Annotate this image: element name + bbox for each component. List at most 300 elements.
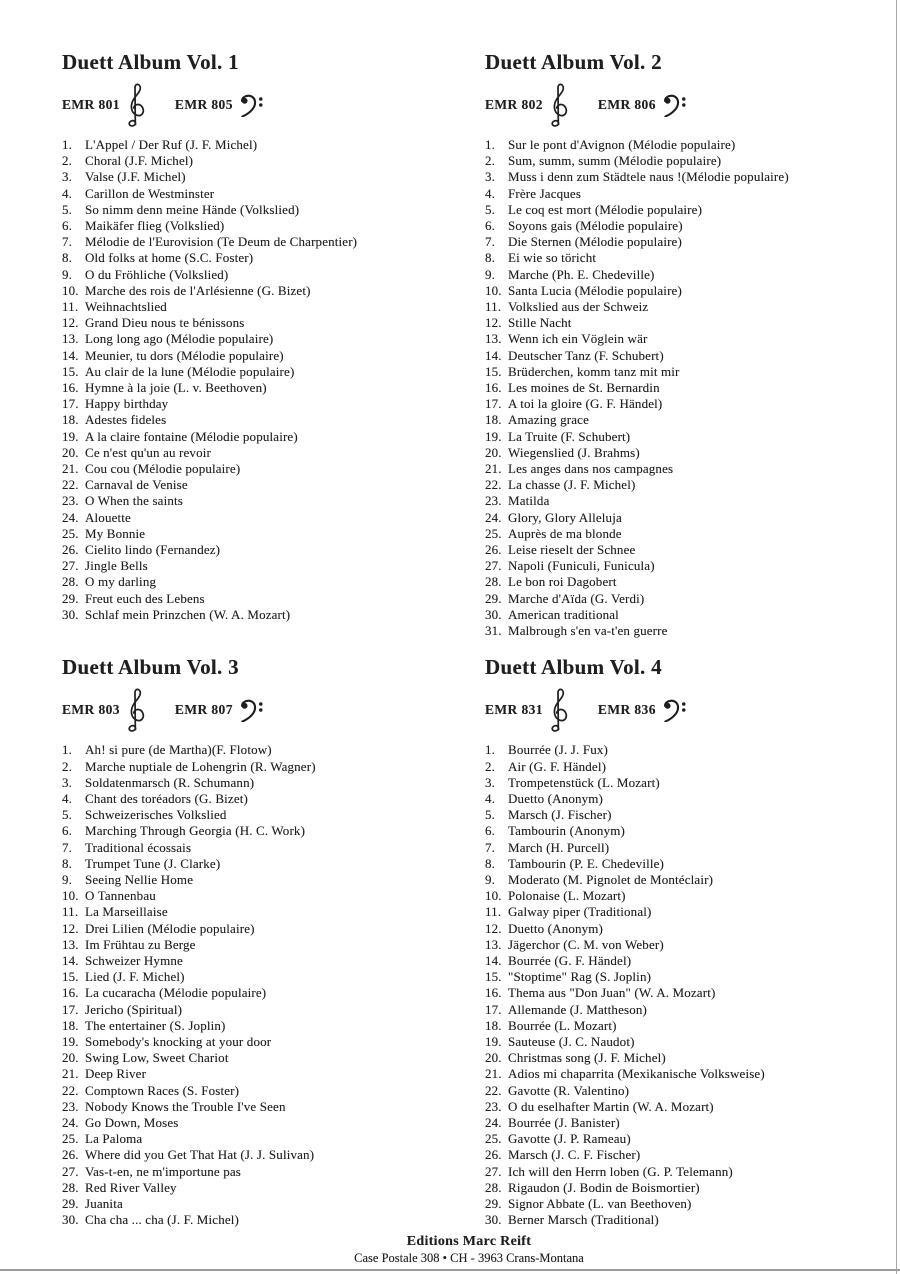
- song-item: [62, 888, 485, 904]
- song-number: 8.: [485, 250, 496, 266]
- song-title: Allemande (J. Mattheson): [508, 1001, 647, 1017]
- song-item: [62, 953, 485, 969]
- song-number: 4.: [485, 790, 496, 806]
- song-number: 9.: [485, 266, 496, 282]
- song-number: 20.: [62, 444, 79, 460]
- song-number: 13.: [485, 331, 502, 347]
- song-number: 10.: [485, 888, 502, 904]
- treble-clef-icon: [548, 687, 568, 733]
- song-number: 14.: [485, 347, 502, 363]
- song-item: [62, 1050, 485, 1066]
- song-item: [62, 412, 485, 428]
- song-number: 25.: [62, 525, 79, 541]
- song-title: March (H. Purcell): [508, 839, 610, 855]
- song-title: Jingle Bells: [85, 558, 148, 574]
- treble-clef-icon: [125, 82, 145, 128]
- song-number: 6.: [485, 218, 496, 234]
- song-title: Glory, Glory Alleluja: [508, 509, 622, 525]
- song-item: [485, 937, 876, 953]
- song-number: 9.: [62, 266, 73, 282]
- song-item: [485, 904, 876, 920]
- song-item: [62, 1212, 485, 1228]
- song-title: O When the saints: [85, 493, 183, 509]
- song-number: 1.: [62, 137, 73, 152]
- song-item: [62, 331, 485, 347]
- song-title: My Bonnie: [85, 525, 146, 541]
- song-item: [485, 510, 876, 526]
- song-item: [485, 558, 876, 574]
- song-title: Marche des rois de l'Arlésienne (G. Bizet): [85, 282, 311, 298]
- song-item: [62, 921, 485, 937]
- song-title: Sauteuse (J. C. Naudot): [508, 1033, 635, 1049]
- song-number: 9.: [485, 871, 496, 887]
- song-item: [485, 137, 876, 153]
- song-number: 29.: [62, 1195, 79, 1211]
- song-title: "Stoptime" Rag (S. Joplin): [508, 969, 652, 985]
- song-number: 22.: [62, 1082, 79, 1098]
- song-item: [485, 1018, 876, 1034]
- song-number: 16.: [485, 985, 502, 1001]
- song-number: 29.: [62, 590, 79, 606]
- song-number: 16.: [62, 380, 79, 396]
- song-title: Leise rieselt der Schnee: [508, 542, 636, 558]
- song-number: 7.: [485, 234, 496, 250]
- song-title: Happy birthday: [85, 396, 169, 412]
- song-number: 18.: [62, 412, 79, 428]
- song-item: [485, 1196, 876, 1212]
- song-title: La chasse (J. F. Michel): [508, 477, 636, 493]
- song-item: [485, 985, 876, 1001]
- song-title: Weihnachtslied: [85, 299, 167, 315]
- song-number: 17.: [485, 1001, 502, 1017]
- emr-row: [485, 687, 876, 733]
- song-item: [62, 937, 485, 953]
- song-number: 10.: [62, 888, 79, 904]
- song-number: 3.: [485, 774, 496, 790]
- song-title: Muss i denn zum Städtele naus !(Mélodie populaire): [508, 169, 789, 185]
- song-item: [62, 510, 485, 526]
- song-item: [62, 856, 485, 872]
- song-number: 28.: [485, 574, 502, 590]
- song-number: 12.: [62, 315, 79, 331]
- song-item: [485, 856, 876, 872]
- song-number: 11.: [62, 904, 79, 920]
- song-item: [485, 823, 876, 839]
- song-number: 1.: [485, 742, 496, 758]
- song-item: [485, 412, 876, 428]
- song-title: Red River Valley: [85, 1179, 177, 1195]
- song-number: 23.: [485, 1098, 502, 1114]
- song-number: 28.: [485, 1179, 502, 1195]
- song-number: 2.: [485, 758, 496, 774]
- song-number: 21.: [62, 1066, 79, 1082]
- song-title: Marsch (J. Fischer): [508, 807, 612, 823]
- song-title: Maikäfer flieg (Volkslied): [85, 218, 225, 234]
- song-number: 18.: [62, 1017, 79, 1033]
- song-item: [485, 1180, 876, 1196]
- song-item: [62, 542, 485, 558]
- song-number: 14.: [485, 952, 502, 968]
- song-title: Die Sternen (Mélodie populaire): [508, 234, 682, 250]
- song-title: Le bon roi Dagobert: [508, 574, 617, 590]
- song-number: 19.: [62, 1033, 79, 1049]
- song-item: [62, 218, 485, 234]
- song-item: [485, 299, 876, 315]
- emr-treble-number: EMR 803: [62, 702, 120, 718]
- song-item: [62, 607, 485, 623]
- emr-bass-number: EMR 807: [174, 702, 233, 718]
- song-title: Seeing Nellie Home: [85, 871, 194, 887]
- song-number: 21.: [62, 461, 79, 477]
- song-item: [485, 1099, 876, 1115]
- song-title: Deutscher Tanz (F. Schubert): [508, 347, 664, 363]
- song-title: Traditional écossais: [85, 839, 192, 855]
- song-title: La Paloma: [85, 1131, 143, 1147]
- song-number: 5.: [485, 201, 496, 217]
- song-item: [485, 169, 876, 185]
- song-title: A la claire fontaine (Mélodie populaire): [85, 428, 298, 444]
- song-number: 1.: [62, 742, 73, 758]
- song-number: 12.: [485, 315, 502, 331]
- emr-treble-number: EMR 831: [485, 702, 543, 718]
- song-title: Wiegenslied (J. Brahms): [508, 444, 640, 460]
- song-title: Marche nuptiale de Lohengrin (R. Wagner): [85, 758, 316, 774]
- song-title: Im Frühtau zu Berge: [85, 936, 196, 952]
- song-number: 26.: [485, 1147, 502, 1163]
- song-number: 17.: [62, 1001, 79, 1017]
- song-list: [62, 137, 485, 623]
- song-number: 18.: [485, 412, 502, 428]
- song-title: Stille Nacht: [508, 315, 572, 331]
- emr-row: [485, 82, 876, 128]
- song-item: [485, 953, 876, 969]
- song-title: Sum, summ, summ (Mélodie populaire): [508, 153, 722, 169]
- album-section: [62, 655, 485, 1228]
- song-number: 5.: [62, 807, 73, 823]
- album-title: Duett Album Vol. 4: [485, 655, 662, 680]
- song-number: 30.: [485, 606, 502, 622]
- song-number: 30.: [62, 1212, 79, 1228]
- song-title: Comptown Races (S. Foster): [85, 1082, 240, 1098]
- song-number: 7.: [62, 234, 73, 250]
- song-title: Le coq est mort (Mélodie populaire): [508, 201, 703, 217]
- song-item: [485, 872, 876, 888]
- song-number: 11.: [485, 904, 502, 920]
- song-number: 2.: [62, 758, 73, 774]
- song-title: Rigaudon (J. Bodin de Boismortier): [508, 1179, 700, 1195]
- song-item: [485, 1147, 876, 1163]
- song-title: O du eselhafter Martin (W. A. Mozart): [508, 1098, 714, 1114]
- albums-grid: [62, 50, 876, 1228]
- song-item: [485, 1164, 876, 1180]
- song-item: [485, 218, 876, 234]
- song-item: [62, 396, 485, 412]
- song-title: Chant des toréadors (G. Bizet): [85, 790, 248, 806]
- song-number: 4.: [485, 185, 496, 201]
- song-number: 20.: [485, 1050, 502, 1066]
- song-title: American traditional: [508, 606, 619, 622]
- song-number: 24.: [62, 1114, 79, 1130]
- song-title: Hymne à la joie (L. v. Beethoven): [85, 380, 267, 396]
- song-number: 13.: [62, 936, 79, 952]
- song-item: [62, 234, 485, 250]
- song-title: Thema aus "Don Juan" (W. A. Mozart): [508, 985, 716, 1001]
- emr-bass-number: EMR 806: [597, 97, 656, 112]
- song-item: [485, 348, 876, 364]
- song-number: 22.: [485, 1082, 502, 1098]
- song-title: Deep River: [85, 1066, 147, 1082]
- song-title: Frère Jacques: [508, 185, 582, 201]
- song-item: [62, 985, 485, 1001]
- song-title: Go Down, Moses: [85, 1114, 179, 1130]
- song-item: [485, 380, 876, 396]
- song-number: 20.: [485, 444, 502, 460]
- song-list: [485, 742, 876, 1228]
- song-number: 8.: [62, 250, 73, 266]
- song-list: [62, 742, 485, 1228]
- album-title: Duett Album Vol. 1: [62, 50, 239, 74]
- song-item: [485, 364, 876, 380]
- song-number: 25.: [485, 525, 502, 541]
- song-item: [62, 1083, 485, 1099]
- song-number: 26.: [62, 1147, 79, 1163]
- emr-treble-number: EMR 801: [62, 97, 120, 112]
- song-number: 18.: [485, 1017, 502, 1033]
- song-number: 1.: [485, 137, 496, 152]
- song-title: So nimm denn meine Hände (Volkslied): [85, 201, 300, 217]
- song-title: Soyons gais (Mélodie populaire): [508, 218, 683, 234]
- song-item: [485, 840, 876, 856]
- song-item: [485, 969, 876, 985]
- song-item: [62, 250, 485, 266]
- song-title: Les moines de St. Bernardin: [508, 380, 660, 396]
- song-number: 22.: [485, 477, 502, 493]
- song-number: 4.: [62, 790, 73, 806]
- song-title: Duetto (Anonym): [508, 790, 604, 806]
- song-item: [62, 1196, 485, 1212]
- song-item: [62, 202, 485, 218]
- song-number: 7.: [62, 839, 73, 855]
- song-item: [485, 267, 876, 283]
- song-title: Gavotte (J. P. Rameau): [508, 1131, 631, 1147]
- song-item: [485, 461, 876, 477]
- song-item: [485, 807, 876, 823]
- song-item: [485, 542, 876, 558]
- song-title: Berner Marsch (Traditional): [508, 1212, 659, 1228]
- song-title: Tambourin (Anonym): [508, 823, 625, 839]
- song-item: [485, 775, 876, 791]
- song-number: 24.: [485, 509, 502, 525]
- scan-edge-bottom: [0, 1269, 900, 1271]
- song-number: 11.: [485, 299, 502, 315]
- song-number: 22.: [62, 477, 79, 493]
- song-title: Ce n'est qu'un au revoir: [85, 444, 211, 460]
- song-number: 9.: [62, 871, 73, 887]
- song-title: Bourrée (L. Mozart): [508, 1017, 617, 1033]
- song-number: 30.: [62, 606, 79, 622]
- song-title: Ich will den Herrn loben (G. P. Telemann): [508, 1163, 733, 1179]
- song-item: [62, 267, 485, 283]
- song-title: Jägerchor (C. M. von Weber): [508, 936, 664, 952]
- song-number: 15.: [485, 969, 502, 985]
- song-number: 27.: [485, 1163, 502, 1179]
- song-title: Vas-t-en, ne m'importune pas: [85, 1163, 242, 1179]
- song-number: 14.: [62, 952, 79, 968]
- song-title: Cha cha ... cha (J. F. Michel): [85, 1212, 239, 1228]
- song-title: Adestes fideles: [85, 412, 167, 428]
- song-item: [485, 315, 876, 331]
- song-number: 25.: [485, 1131, 502, 1147]
- song-item: [62, 153, 485, 169]
- song-number: 5.: [62, 201, 73, 217]
- song-item: [485, 429, 876, 445]
- song-title: Nobody Knows the Trouble I've Seen: [85, 1098, 286, 1114]
- footer: [62, 1234, 876, 1266]
- scan-edge-right: [896, 0, 897, 1274]
- song-number: 12.: [485, 920, 502, 936]
- song-item: [62, 1131, 485, 1147]
- song-title: L'Appel / Der Ruf (J. F. Michel): [85, 137, 258, 152]
- song-item: [62, 872, 485, 888]
- song-title: Soldatenmarsch (R. Schumann): [85, 774, 255, 790]
- song-title: Bourrée (G. F. Händel): [508, 952, 632, 968]
- song-item: [62, 526, 485, 542]
- song-title: La cucaracha (Mélodie populaire): [85, 985, 267, 1001]
- song-item: [485, 250, 876, 266]
- song-item: [62, 807, 485, 823]
- emr-bass-number: EMR 805: [174, 97, 233, 112]
- song-title: Duetto (Anonym): [508, 920, 604, 936]
- song-item: [485, 591, 876, 607]
- song-title: Carnaval de Venise: [85, 477, 188, 493]
- song-item: [485, 445, 876, 461]
- song-number: 17.: [62, 396, 79, 412]
- song-title: Long long ago (Mélodie populaire): [85, 331, 274, 347]
- song-title: Valse (J.F. Michel): [85, 169, 186, 185]
- song-item: [485, 234, 876, 250]
- emr-row: [62, 687, 485, 733]
- song-title: Marching Through Georgia (H. C. Work): [85, 823, 306, 839]
- song-item: [485, 1002, 876, 1018]
- song-item: [62, 283, 485, 299]
- treble-clef-icon: [125, 687, 145, 733]
- song-number: 8.: [62, 855, 73, 871]
- song-title: O my darling: [85, 574, 157, 590]
- song-number: 24.: [485, 1114, 502, 1130]
- song-title: Ah! si pure (de Martha)(F. Flotow): [85, 742, 272, 758]
- song-title: Drei Lilien (Mélodie populaire): [85, 920, 255, 936]
- song-item: [485, 607, 876, 623]
- song-item: [62, 823, 485, 839]
- song-item: [485, 1050, 876, 1066]
- song-number: 13.: [62, 331, 79, 347]
- song-number: 29.: [485, 1195, 502, 1211]
- song-number: 10.: [485, 282, 502, 298]
- song-number: 15.: [62, 363, 79, 379]
- album-section: [485, 50, 876, 639]
- song-title: Galway piper (Traditional): [508, 904, 652, 920]
- song-title: Alouette: [85, 509, 131, 525]
- song-number: 15.: [485, 363, 502, 379]
- song-number: 8.: [485, 855, 496, 871]
- song-number: 28.: [62, 574, 79, 590]
- song-title: Volkslied aus der Schweiz: [508, 299, 649, 315]
- song-list: [485, 137, 876, 639]
- song-title: Air (G. F. Händel): [508, 758, 607, 774]
- song-number: 26.: [62, 542, 79, 558]
- song-item: [62, 574, 485, 590]
- song-item: [62, 429, 485, 445]
- song-title: Wenn ich ein Vöglein wär: [508, 331, 648, 347]
- song-title: Cou cou (Mélodie populaire): [85, 461, 241, 477]
- song-item: [485, 1083, 876, 1099]
- song-number: 26.: [485, 542, 502, 558]
- treble-clef-icon: [548, 82, 568, 128]
- song-number: 23.: [62, 1098, 79, 1114]
- song-number: 21.: [485, 461, 502, 477]
- song-number: 31.: [485, 623, 502, 639]
- song-title: Schlaf mein Prinzchen (W. A. Mozart): [85, 606, 291, 622]
- song-number: 16.: [485, 380, 502, 396]
- song-title: Signor Abbate (L. van Beethoven): [508, 1195, 692, 1211]
- song-title: Schweizer Hymne: [85, 952, 183, 968]
- song-item: [62, 299, 485, 315]
- song-number: 28.: [62, 1179, 79, 1195]
- song-number: 20.: [62, 1050, 79, 1066]
- song-number: 15.: [62, 969, 79, 985]
- song-item: [485, 921, 876, 937]
- emr-bass-number: EMR 836: [597, 702, 656, 718]
- song-item: [62, 1066, 485, 1082]
- song-item: [485, 493, 876, 509]
- song-title: Old folks at home (S.C. Foster): [85, 250, 254, 266]
- song-number: 11.: [62, 299, 79, 315]
- song-title: Carillon de Westminster: [85, 185, 215, 201]
- song-title: Where did you Get That Hat (J. J. Sulivan): [85, 1147, 315, 1163]
- song-title: Malbrough s'en va-t'en guerre: [508, 623, 668, 639]
- song-number: 19.: [485, 1033, 502, 1049]
- song-title: Swing Low, Sweet Chariot: [85, 1050, 229, 1066]
- song-title: Lied (J. F. Michel): [85, 969, 185, 985]
- song-item: [485, 283, 876, 299]
- song-title: Sur le pont d'Avignon (Mélodie populaire): [508, 137, 736, 152]
- song-title: Tambourin (P. E. Chedeville): [508, 855, 665, 871]
- song-item: [62, 1034, 485, 1050]
- song-title: Somebody's knocking at your door: [85, 1033, 272, 1049]
- song-item: [62, 775, 485, 791]
- song-number: 21.: [485, 1066, 502, 1082]
- song-item: [485, 202, 876, 218]
- song-title: Marsch (J. C. F. Fischer): [508, 1147, 641, 1163]
- song-item: [62, 969, 485, 985]
- song-number: 30.: [485, 1212, 502, 1228]
- song-number: 24.: [62, 509, 79, 525]
- song-item: [485, 791, 876, 807]
- song-number: 6.: [62, 218, 73, 234]
- song-title: Adios mi chaparrita (Mexikanische Volksweise): [508, 1066, 765, 1082]
- song-number: 3.: [62, 774, 73, 790]
- song-number: 6.: [62, 823, 73, 839]
- emr-row: [62, 82, 485, 128]
- song-item: [62, 742, 485, 758]
- song-number: 14.: [62, 347, 79, 363]
- song-number: 27.: [62, 558, 79, 574]
- song-title: Trumpet Tune (J. Clarke): [85, 855, 221, 871]
- song-number: 23.: [62, 493, 79, 509]
- song-title: La Marseillaise: [85, 904, 168, 920]
- song-title: A toi la gloire (G. F. Händel): [508, 396, 663, 412]
- album-section: [62, 50, 485, 639]
